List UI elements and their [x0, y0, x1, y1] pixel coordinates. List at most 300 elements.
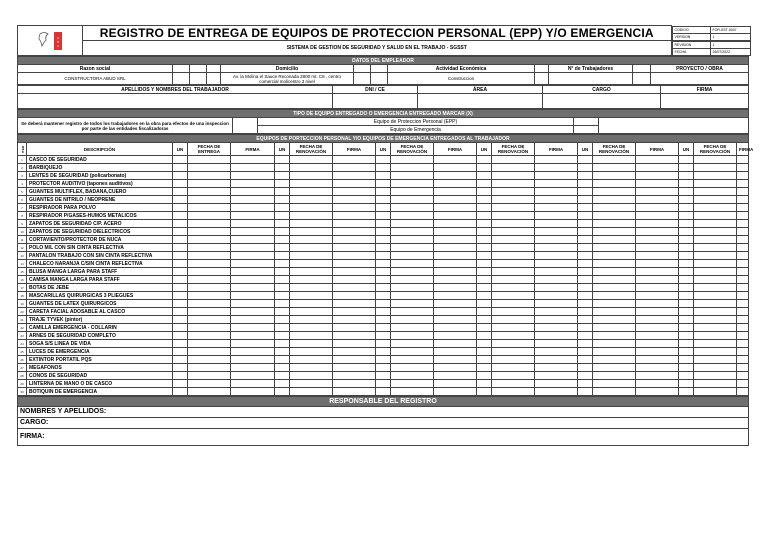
item-cell[interactable] [578, 356, 593, 364]
item-cell[interactable] [434, 204, 477, 212]
item-cell[interactable] [275, 276, 290, 284]
item-cell[interactable] [694, 268, 737, 276]
item-cell[interactable] [188, 356, 231, 364]
item-cell[interactable] [694, 340, 737, 348]
item-cell[interactable] [679, 244, 694, 252]
item-cell[interactable] [694, 284, 737, 292]
item-cell[interactable] [737, 244, 749, 252]
item-cell[interactable] [391, 324, 434, 332]
item-cell[interactable] [578, 364, 593, 372]
item-cell[interactable] [694, 308, 737, 316]
item-cell[interactable] [275, 212, 290, 220]
item-cell[interactable] [477, 212, 492, 220]
item-cell[interactable] [535, 284, 578, 292]
item-cell[interactable] [694, 300, 737, 308]
item-cell[interactable] [593, 284, 636, 292]
item-cell[interactable] [173, 388, 188, 396]
item-cell[interactable] [275, 268, 290, 276]
item-cell[interactable] [290, 364, 333, 372]
item-cell[interactable] [376, 236, 391, 244]
item-cell[interactable] [188, 244, 231, 252]
item-cell[interactable] [188, 372, 231, 380]
item-cell[interactable] [737, 284, 749, 292]
item-cell[interactable] [275, 196, 290, 204]
item-cell[interactable] [376, 356, 391, 364]
item-cell[interactable] [391, 332, 434, 340]
item-cell[interactable] [231, 180, 275, 188]
item-cell[interactable] [636, 164, 679, 172]
item-cell[interactable] [275, 204, 290, 212]
item-cell[interactable] [333, 244, 376, 252]
item-cell[interactable] [636, 220, 679, 228]
item-cell[interactable] [578, 300, 593, 308]
item-cell[interactable] [679, 268, 694, 276]
item-cell[interactable] [188, 164, 231, 172]
item-cell[interactable] [173, 372, 188, 380]
item-cell[interactable] [535, 172, 578, 180]
item-cell[interactable] [477, 188, 492, 196]
item-cell[interactable] [173, 268, 188, 276]
item-cell[interactable] [290, 348, 333, 356]
item-cell[interactable] [679, 300, 694, 308]
item-cell[interactable] [477, 236, 492, 244]
item-cell[interactable] [188, 212, 231, 220]
item-cell[interactable] [391, 204, 434, 212]
item-cell[interactable] [679, 380, 694, 388]
item-cell[interactable] [737, 252, 749, 260]
item-cell[interactable] [376, 372, 391, 380]
item-cell[interactable] [188, 284, 231, 292]
item-cell[interactable] [593, 372, 636, 380]
item-cell[interactable] [434, 316, 477, 324]
item-cell[interactable] [173, 292, 188, 300]
item-cell[interactable] [333, 156, 376, 164]
item-cell[interactable] [694, 252, 737, 260]
item-cell[interactable] [391, 236, 434, 244]
item-cell[interactable] [679, 332, 694, 340]
item-cell[interactable] [593, 220, 636, 228]
item-cell[interactable] [737, 348, 749, 356]
item-cell[interactable] [173, 348, 188, 356]
item-cell[interactable] [578, 268, 593, 276]
item-cell[interactable] [492, 204, 535, 212]
item-cell[interactable] [593, 212, 636, 220]
item-cell[interactable] [434, 260, 477, 268]
item-cell[interactable] [535, 348, 578, 356]
nombres-field[interactable] [18, 94, 333, 109]
item-cell[interactable] [694, 316, 737, 324]
item-cell[interactable] [593, 228, 636, 236]
item-cell[interactable] [333, 364, 376, 372]
item-cell[interactable] [636, 340, 679, 348]
item-cell[interactable] [679, 156, 694, 164]
item-cell[interactable] [694, 164, 737, 172]
item-cell[interactable] [492, 244, 535, 252]
item-cell[interactable] [477, 204, 492, 212]
item-cell[interactable] [578, 260, 593, 268]
item-cell[interactable] [231, 372, 275, 380]
item-cell[interactable] [275, 164, 290, 172]
item-cell[interactable] [376, 284, 391, 292]
item-cell[interactable] [188, 276, 231, 284]
item-cell[interactable] [231, 324, 275, 332]
item-cell[interactable] [434, 276, 477, 284]
item-cell[interactable] [290, 204, 333, 212]
item-cell[interactable] [593, 196, 636, 204]
item-cell[interactable] [290, 332, 333, 340]
item-cell[interactable] [535, 308, 578, 316]
item-cell[interactable] [492, 324, 535, 332]
item-cell[interactable] [333, 172, 376, 180]
item-cell[interactable] [434, 308, 477, 316]
item-cell[interactable] [188, 236, 231, 244]
item-cell[interactable] [593, 380, 636, 388]
item-cell[interactable] [434, 188, 477, 196]
item-cell[interactable] [477, 156, 492, 164]
item-cell[interactable] [477, 300, 492, 308]
item-cell[interactable] [679, 356, 694, 364]
item-cell[interactable] [231, 260, 275, 268]
item-cell[interactable] [492, 300, 535, 308]
item-cell[interactable] [535, 212, 578, 220]
item-cell[interactable] [477, 260, 492, 268]
item-cell[interactable] [694, 388, 737, 396]
item-cell[interactable] [737, 220, 749, 228]
item-cell[interactable] [492, 252, 535, 260]
item-cell[interactable] [391, 372, 434, 380]
item-cell[interactable] [694, 212, 737, 220]
item-cell[interactable] [477, 356, 492, 364]
item-cell[interactable] [376, 244, 391, 252]
item-cell[interactable] [391, 388, 434, 396]
item-cell[interactable] [231, 388, 275, 396]
item-cell[interactable] [275, 332, 290, 340]
item-cell[interactable] [578, 276, 593, 284]
item-cell[interactable] [477, 324, 492, 332]
item-cell[interactable] [376, 324, 391, 332]
item-cell[interactable] [737, 164, 749, 172]
item-cell[interactable] [290, 316, 333, 324]
item-cell[interactable] [679, 172, 694, 180]
item-cell[interactable] [477, 316, 492, 324]
item-cell[interactable] [376, 268, 391, 276]
item-cell[interactable] [333, 220, 376, 228]
item-cell[interactable] [535, 316, 578, 324]
item-cell[interactable] [737, 380, 749, 388]
item-cell[interactable] [231, 188, 275, 196]
item-cell[interactable] [679, 284, 694, 292]
item-cell[interactable] [333, 308, 376, 316]
item-cell[interactable] [434, 340, 477, 348]
item-cell[interactable] [636, 180, 679, 188]
item-cell[interactable] [535, 276, 578, 284]
item-cell[interactable] [333, 324, 376, 332]
item-cell[interactable] [290, 180, 333, 188]
item-cell[interactable] [593, 388, 636, 396]
item-cell[interactable] [290, 164, 333, 172]
item-cell[interactable] [391, 244, 434, 252]
item-cell[interactable] [391, 364, 434, 372]
item-cell[interactable] [636, 252, 679, 260]
item-cell[interactable] [173, 164, 188, 172]
item-cell[interactable] [173, 364, 188, 372]
item-cell[interactable] [188, 316, 231, 324]
item-cell[interactable] [737, 332, 749, 340]
item-cell[interactable] [333, 300, 376, 308]
item-cell[interactable] [492, 284, 535, 292]
item-cell[interactable] [231, 196, 275, 204]
item-cell[interactable] [173, 196, 188, 204]
item-cell[interactable] [275, 180, 290, 188]
item-cell[interactable] [333, 316, 376, 324]
item-cell[interactable] [434, 252, 477, 260]
item-cell[interactable] [376, 164, 391, 172]
item-cell[interactable] [376, 172, 391, 180]
item-cell[interactable] [737, 300, 749, 308]
item-cell[interactable] [173, 180, 188, 188]
item-cell[interactable] [636, 236, 679, 244]
item-cell[interactable] [231, 276, 275, 284]
item-cell[interactable] [173, 172, 188, 180]
item-cell[interactable] [578, 236, 593, 244]
item-cell[interactable] [636, 364, 679, 372]
item-cell[interactable] [694, 356, 737, 364]
item-cell[interactable] [391, 308, 434, 316]
item-cell[interactable] [188, 380, 231, 388]
item-cell[interactable] [578, 204, 593, 212]
item-cell[interactable] [679, 252, 694, 260]
item-cell[interactable] [391, 172, 434, 180]
item-cell[interactable] [492, 164, 535, 172]
item-cell[interactable] [434, 284, 477, 292]
item-cell[interactable] [737, 316, 749, 324]
item-cell[interactable] [679, 188, 694, 196]
item-cell[interactable] [492, 380, 535, 388]
item-cell[interactable] [333, 180, 376, 188]
item-cell[interactable] [636, 380, 679, 388]
item-cell[interactable] [593, 236, 636, 244]
item-cell[interactable] [535, 356, 578, 364]
item-cell[interactable] [492, 308, 535, 316]
razon-social-value[interactable]: CONSTRUCTORA ABUD SRL [18, 73, 173, 85]
item-cell[interactable] [679, 388, 694, 396]
item-cell[interactable] [231, 300, 275, 308]
item-cell[interactable] [333, 212, 376, 220]
item-cell[interactable] [636, 196, 679, 204]
item-cell[interactable] [477, 308, 492, 316]
item-cell[interactable] [290, 380, 333, 388]
item-cell[interactable] [391, 316, 434, 324]
item-cell[interactable] [578, 220, 593, 228]
item-cell[interactable] [376, 380, 391, 388]
item-cell[interactable] [290, 172, 333, 180]
item-cell[interactable] [376, 212, 391, 220]
item-cell[interactable] [434, 292, 477, 300]
item-cell[interactable] [578, 156, 593, 164]
item-cell[interactable] [694, 292, 737, 300]
item-cell[interactable] [492, 196, 535, 204]
item-cell[interactable] [275, 252, 290, 260]
item-cell[interactable] [188, 260, 231, 268]
item-cell[interactable] [290, 156, 333, 164]
item-cell[interactable] [434, 268, 477, 276]
item-cell[interactable] [694, 172, 737, 180]
item-cell[interactable] [173, 324, 188, 332]
item-cell[interactable] [376, 308, 391, 316]
item-cell[interactable] [679, 340, 694, 348]
area-field[interactable] [418, 94, 543, 109]
item-cell[interactable] [188, 364, 231, 372]
proyecto-value[interactable] [651, 73, 749, 85]
item-cell[interactable] [636, 228, 679, 236]
item-cell[interactable] [679, 204, 694, 212]
item-cell[interactable] [737, 196, 749, 204]
item-cell[interactable] [231, 332, 275, 340]
item-cell[interactable] [188, 340, 231, 348]
item-cell[interactable] [694, 228, 737, 236]
item-cell[interactable] [578, 348, 593, 356]
item-cell[interactable] [290, 188, 333, 196]
item-cell[interactable] [188, 332, 231, 340]
item-cell[interactable] [679, 228, 694, 236]
item-cell[interactable] [376, 316, 391, 324]
item-cell[interactable] [275, 324, 290, 332]
item-cell[interactable] [492, 372, 535, 380]
item-cell[interactable] [737, 228, 749, 236]
item-cell[interactable] [173, 356, 188, 364]
domicilio-value[interactable]: Av. la Molina el Sauce Reconada 2800 mt. C8 . centro comercial molicentro 3 nivel [221, 73, 354, 85]
item-cell[interactable] [737, 388, 749, 396]
item-cell[interactable] [376, 364, 391, 372]
item-cell[interactable] [737, 356, 749, 364]
item-cell[interactable] [535, 300, 578, 308]
item-cell[interactable] [535, 180, 578, 188]
item-cell[interactable] [333, 372, 376, 380]
item-cell[interactable] [737, 188, 749, 196]
item-cell[interactable] [694, 260, 737, 268]
item-cell[interactable] [492, 348, 535, 356]
item-cell[interactable] [376, 220, 391, 228]
item-cell[interactable] [636, 276, 679, 284]
item-cell[interactable] [737, 372, 749, 380]
item-cell[interactable] [492, 340, 535, 348]
item-cell[interactable] [737, 260, 749, 268]
item-cell[interactable] [188, 268, 231, 276]
item-cell[interactable] [593, 252, 636, 260]
item-cell[interactable] [275, 260, 290, 268]
item-cell[interactable] [694, 380, 737, 388]
firma-field[interactable] [661, 94, 749, 109]
item-cell[interactable] [188, 196, 231, 204]
item-cell[interactable] [578, 164, 593, 172]
item-cell[interactable] [679, 348, 694, 356]
item-cell[interactable] [535, 332, 578, 340]
item-cell[interactable] [275, 348, 290, 356]
item-cell[interactable] [578, 284, 593, 292]
item-cell[interactable] [593, 268, 636, 276]
item-cell[interactable] [173, 212, 188, 220]
item-cell[interactable] [477, 268, 492, 276]
item-cell[interactable] [231, 252, 275, 260]
item-cell[interactable] [578, 196, 593, 204]
item-cell[interactable] [679, 292, 694, 300]
item-cell[interactable] [535, 380, 578, 388]
item-cell[interactable] [679, 180, 694, 188]
item-cell[interactable] [188, 324, 231, 332]
item-cell[interactable] [434, 164, 477, 172]
dni-field[interactable] [333, 94, 418, 109]
item-cell[interactable] [593, 188, 636, 196]
item-cell[interactable] [275, 228, 290, 236]
item-cell[interactable] [231, 268, 275, 276]
item-cell[interactable] [231, 292, 275, 300]
item-cell[interactable] [275, 156, 290, 164]
item-cell[interactable] [636, 172, 679, 180]
trabajadores-value[interactable] [549, 73, 633, 85]
item-cell[interactable] [694, 236, 737, 244]
item-cell[interactable] [694, 244, 737, 252]
item-cell[interactable] [434, 364, 477, 372]
item-cell[interactable] [290, 220, 333, 228]
item-cell[interactable] [188, 308, 231, 316]
item-cell[interactable] [231, 244, 275, 252]
item-cell[interactable] [173, 204, 188, 212]
item-cell[interactable] [376, 252, 391, 260]
item-cell[interactable] [636, 324, 679, 332]
item-cell[interactable] [290, 292, 333, 300]
item-cell[interactable] [333, 348, 376, 356]
item-cell[interactable] [578, 228, 593, 236]
item-cell[interactable] [275, 356, 290, 364]
tipo-emergencia-checkbox[interactable] [573, 126, 598, 134]
item-cell[interactable] [636, 156, 679, 164]
item-cell[interactable] [333, 188, 376, 196]
item-cell[interactable] [636, 188, 679, 196]
item-cell[interactable] [694, 188, 737, 196]
item-cell[interactable] [492, 172, 535, 180]
item-cell[interactable] [376, 156, 391, 164]
item-cell[interactable] [578, 316, 593, 324]
item-cell[interactable] [679, 308, 694, 316]
item-cell[interactable] [231, 356, 275, 364]
item-cell[interactable] [535, 164, 578, 172]
item-cell[interactable] [492, 188, 535, 196]
item-cell[interactable] [290, 356, 333, 364]
item-cell[interactable] [188, 388, 231, 396]
item-cell[interactable] [173, 308, 188, 316]
item-cell[interactable] [188, 188, 231, 196]
item-cell[interactable] [434, 380, 477, 388]
item-cell[interactable] [636, 204, 679, 212]
item-cell[interactable] [275, 236, 290, 244]
item-cell[interactable] [737, 156, 749, 164]
responsable-nombres[interactable]: NOMBRES Y APELLIDOS: [18, 407, 749, 418]
item-cell[interactable] [376, 228, 391, 236]
item-cell[interactable] [391, 188, 434, 196]
item-cell[interactable] [391, 260, 434, 268]
item-cell[interactable] [333, 388, 376, 396]
item-cell[interactable] [275, 388, 290, 396]
item-cell[interactable] [593, 348, 636, 356]
item-cell[interactable] [535, 236, 578, 244]
item-cell[interactable] [188, 180, 231, 188]
item-cell[interactable] [593, 292, 636, 300]
item-cell[interactable] [636, 284, 679, 292]
item-cell[interactable] [477, 172, 492, 180]
item-cell[interactable] [535, 364, 578, 372]
item-cell[interactable] [376, 300, 391, 308]
item-cell[interactable] [391, 268, 434, 276]
